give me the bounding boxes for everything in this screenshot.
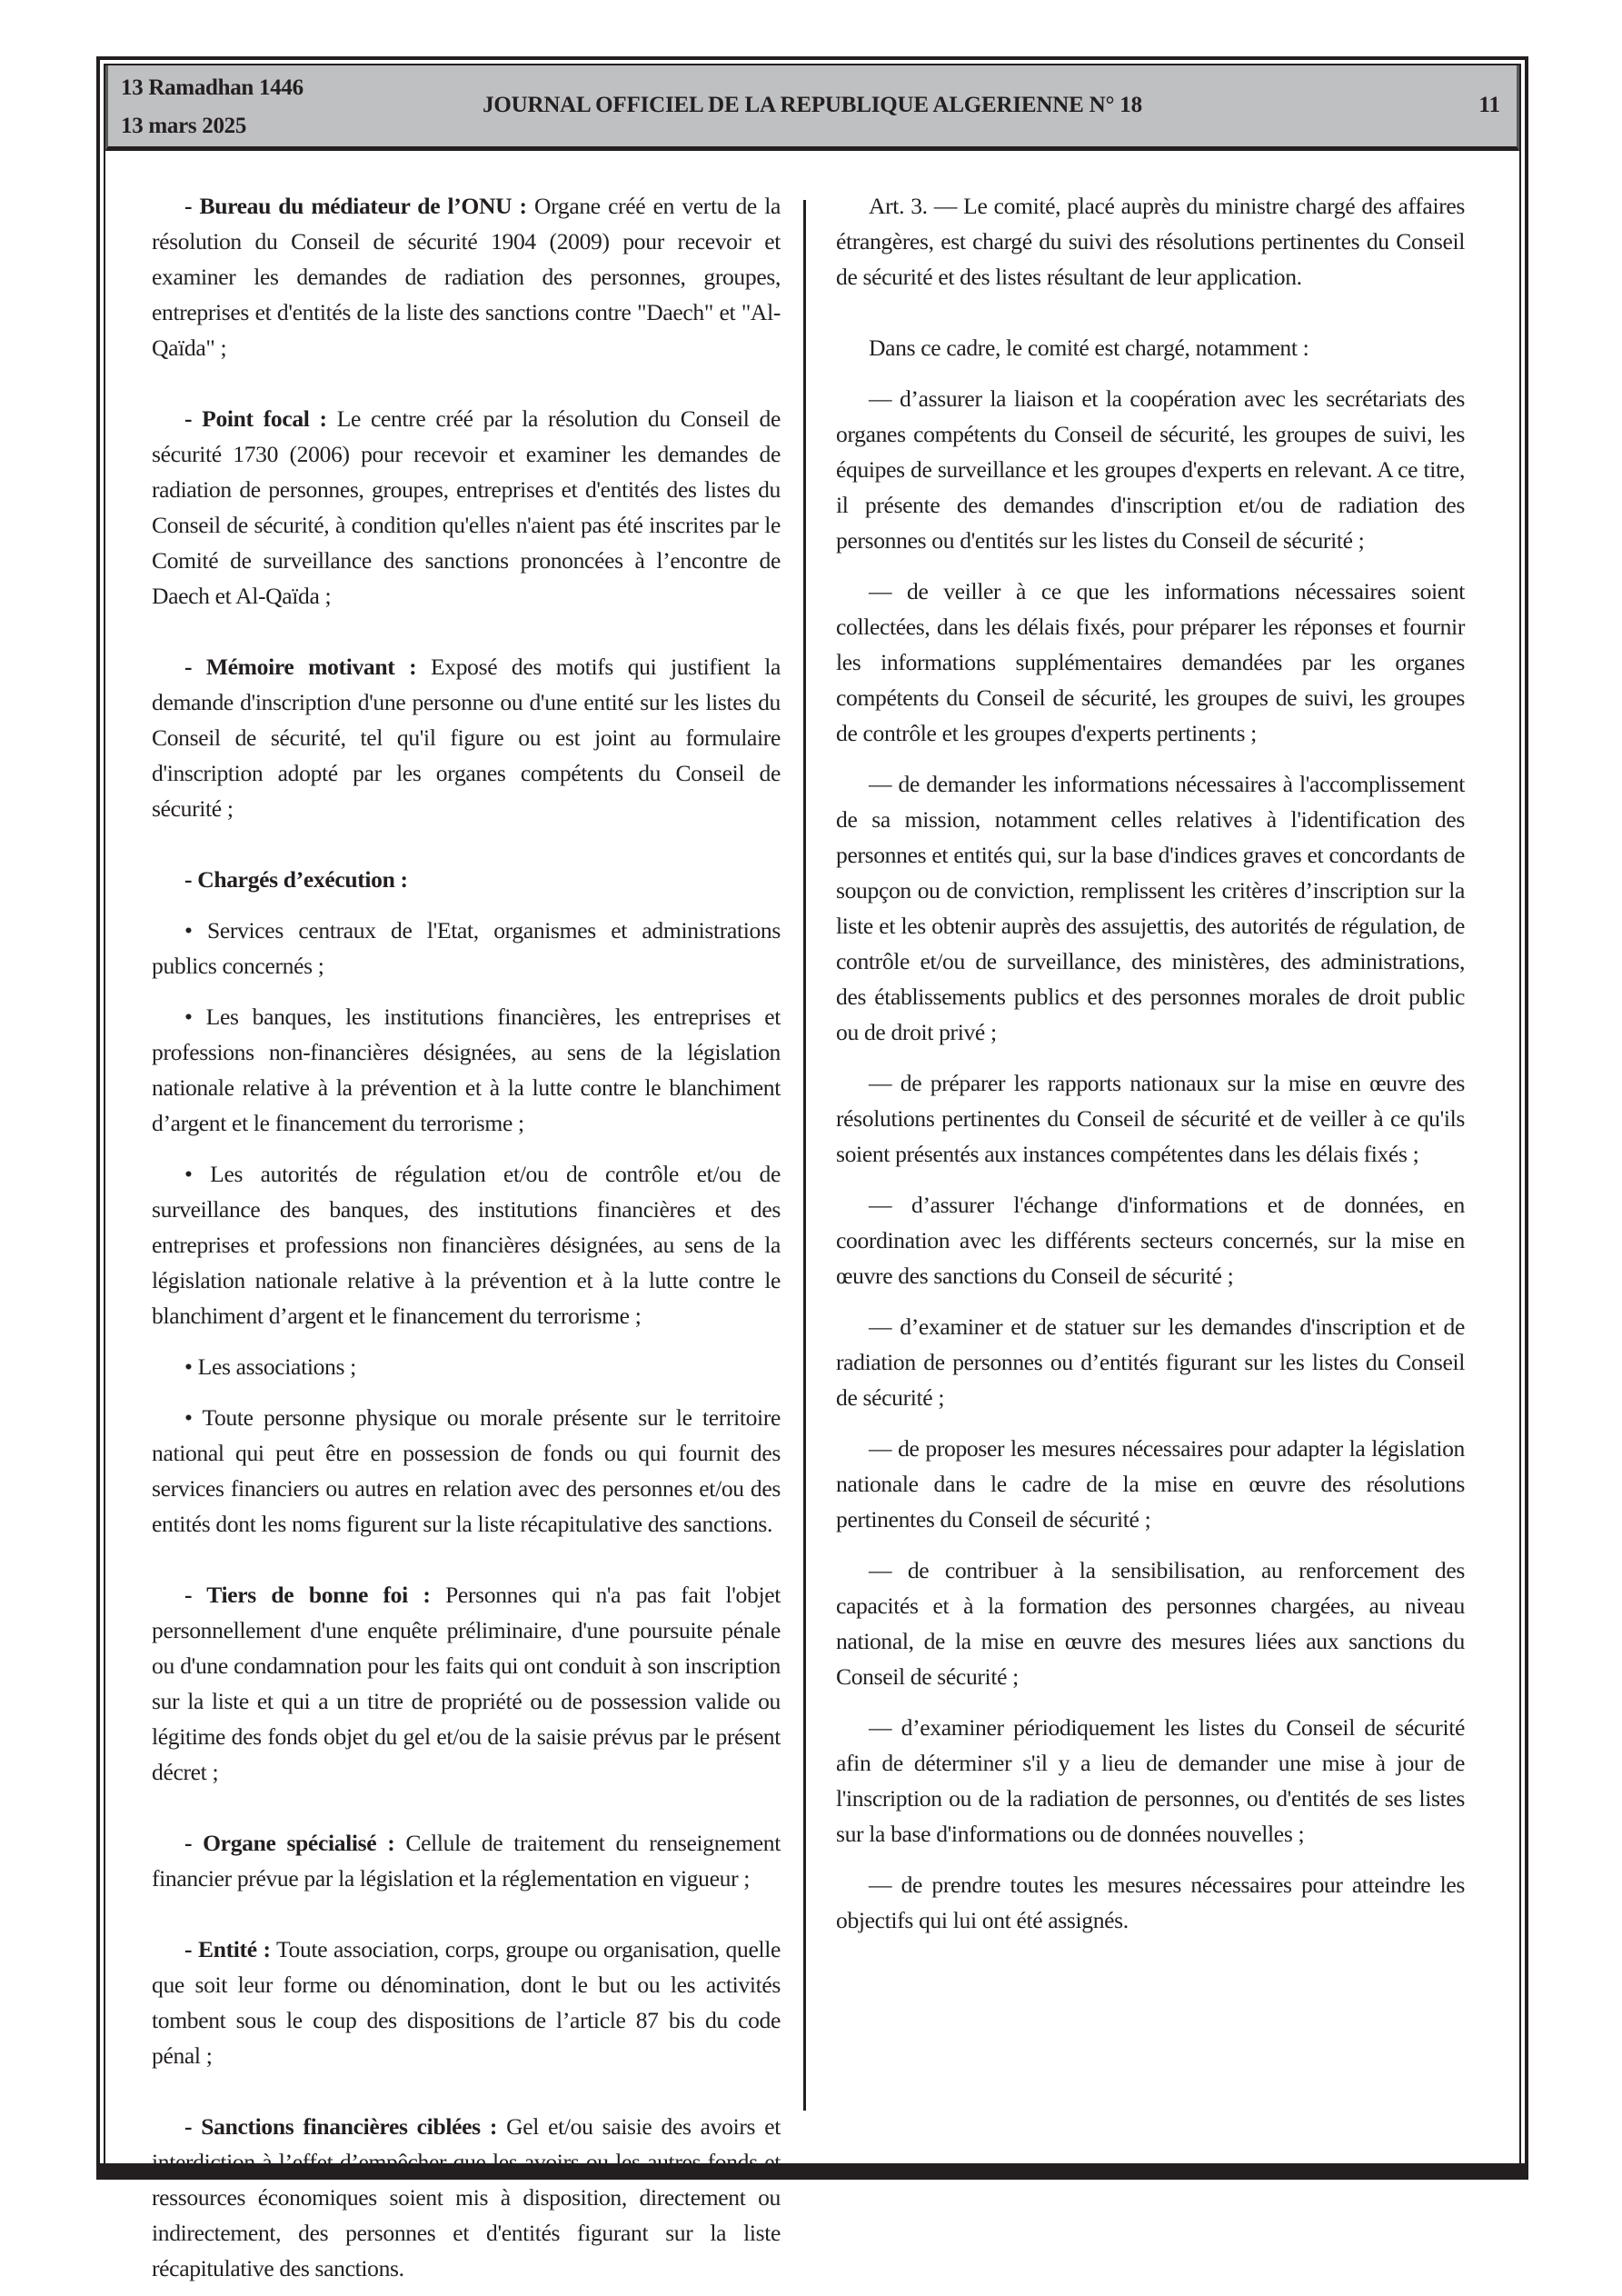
bullet-item (152, 1400, 781, 1542)
definition-memoire-motivant (152, 649, 781, 826)
duty-item: — de contribuer à la sensibilisation, au renforcement des capacités et à la formation des personnes chargées, au niveau national, de la mise en œuvre des mesures liées aux sanctions du Conseil de sécurité ; (836, 1557, 1465, 1690)
duty-item: — de proposer les mesures nécessaires pour adapter la législation nationale dans le cadre de la mise en œuvre des résolutions pertinentes du Conseil de sécurité ; (836, 1435, 1465, 1532)
bullet-item (152, 1156, 781, 1333)
definition-point-focal (152, 401, 781, 614)
term: - Point focal : (184, 405, 327, 432)
definition-text: Organe créé en vertu de la résolution du Conseil de sécurité 1904 (2009) pour recevoir et examiner les demandes de radiation des personnes, groupes, entreprises et d'entités de la liste des sanctions contre "Daech" et "Al-Qaïda" ; (152, 193, 781, 361)
definition-mediateur (152, 188, 781, 365)
definition-entite (152, 1932, 781, 2073)
term: - Bureau du médiateur de l’ONU : (184, 193, 527, 219)
right-column (836, 173, 1465, 1938)
hijri-date: 13 Ramadhan 1446 (121, 75, 304, 100)
bullet-text: • Les banques, les institutions financières, les entreprises et professions non-financières désignées, au sens de la législation nationale relative à la prévention et à la lutte contre le blanchiment d’argent et le financement du terrorisme ; (152, 1003, 781, 1136)
definition-text: Le centre créé par la résolution du Conseil de sécurité 1730 (2006) pour recevoir et examiner les demandes de radiation de personnes, groupes, entreprises et d'entités des listes du Conseil de sécurité, à condition qu'elles n'aient pas été inscrites par le Comité de surveillance des sanctions prononcées à l’encontre de Daech et Al-Qaïda ; (152, 405, 781, 609)
column-divider (803, 200, 806, 2111)
term: - Mémoire motivant : (184, 654, 417, 680)
definition-text: Exposé des motifs qui justifient la demande d'inscription d'une personne ou d'une entité sur les listes du Conseil de sécurité, tel qu'il figure ou est joint au formulaire d'inscription adopté par les organes compétents du Conseil de sécurité ; (152, 654, 781, 822)
definition-charges-execution (152, 862, 781, 897)
page-number: 11 (1478, 93, 1500, 117)
duty-item: — de demander les informations nécessaires à l'accomplissement de sa mission, notamment celles relatives à l'identification des personnes et entités qui, sur la base d'indices graves et concordants de soupçon ou de conviction, remplissent les critères d’inscription sur la liste et les obtenir auprès des assujettis, des autorités de régulation, de contrôle et/ou de surveillance, des ministères, des administrations, des établissements publics et des personnes morales de droit public ou de droit privé ; (836, 771, 1465, 1045)
definition-text: Gel et/ou saisie des avoirs et interdiction à l’effet d’empêcher que les avoirs ou les autres fonds et ressources économiques soient mis à disposition, directement ou indirectement, des personnes et d'entités figurant sur la liste récapitulative des sanctions. (152, 2113, 781, 2281)
duty-item: — d’examiner et de statuer sur les demandes d'inscription et de radiation de personnes ou d’entités figurant sur les listes du Conseil de sécurité ; (836, 1313, 1465, 1411)
duty-item: — d’assurer la liaison et la coopération avec les secrétariats des organes compétents du Conseil de sécurité, les groupes de suivi, les équipes de surveillance et les groupes d'experts en relevant. A ce titre, il présente des demandes d'inscription et/ou de radiation des personnes ou d'entités sur les listes du Conseil de sécurité ; (836, 385, 1465, 554)
definition-text: Cellule de traitement du renseignement financier prévue par la législation et la réglementation en vigueur ; (152, 1830, 781, 1892)
term: - Sanctions financières ciblées : (184, 2113, 497, 2140)
duty-item: — d’assurer l'échange d'informations et de données, en coordination avec les différents secteurs concernés, sur la mise en œuvre des sanctions du Conseil de sécurité ; (836, 1192, 1465, 1289)
definition-text: Toute association, corps, groupe ou organisation, quelle que soit leur forme ou dénomination, dont le but ou les activités tombent sous le coup des dispositions de l’article 87 bis du code pénal ; (152, 1936, 781, 2069)
duty-item: — de préparer les rapports nationaux sur la mise en œuvre des résolutions pertinentes du Conseil de sécurité et de veiller à ce qu'ils soient présentés aux instances compétentes dans les délais fixés ; (836, 1070, 1465, 1167)
duty-item: — d’examiner périodiquement les listes du Conseil de sécurité afin de déterminer s'il y a lieu de demander une mise à jour de l'inscription ou de la radiation de personnes, ou d'entités de ses listes sur la base d'informations ou de données nouvelles ; (836, 1714, 1465, 1847)
bullet-text: • Les autorités de régulation et/ou de contrôle et/ou de surveillance des banques, des institutions financières et des entreprises et professions non financières désignées, au sens de la législation nationale relative à la prévention et à la lutte contre le blanchiment d’argent et le financement du terrorisme ; (152, 1161, 781, 1329)
definition-sanctions-financieres (152, 2109, 781, 2286)
page-header (105, 65, 1519, 151)
term: - Entité : (184, 1936, 271, 1962)
bullet-item (152, 1349, 781, 1384)
term: - Chargés d’exécution : (184, 866, 408, 893)
gregorian-date: 13 mars 2025 (121, 114, 247, 138)
bullet-item (152, 913, 781, 983)
article-3-paragraph: Art. 3. — Le comité, placé auprès du ministre chargé des affaires étrangères, est chargé du suivi des résolutions pertinentes du Conseil de sécurité et des listes résultant de leur application. (836, 193, 1465, 290)
term: - Tiers de bonne foi : (184, 1582, 431, 1608)
definition-text: Personnes qui n'a pas fait l'objet personnellement d'une enquête préliminaire, d'une poursuite pénale ou d'une condamnation pour les faits qui ont conduit à son inscription sur la liste et qui a un titre de propriété ou de possession valide ou légitime des fonds objet du gel et/ou de la saisie prévus par le présent décret ; (152, 1582, 781, 1785)
definition-organe-specialise (152, 1825, 781, 1896)
bullet-text: • Services centraux de l'Etat, organismes et administrations publics concernés ; (152, 917, 781, 979)
journal-title: JOURNAL OFFICIEL DE LA REPUBLIQUE ALGERIENNE N° 18 (483, 93, 1142, 117)
definition-tiers-bonne-foi (152, 1577, 781, 1790)
term: - Organe spécialisé : (184, 1830, 395, 1856)
left-column (152, 173, 781, 2286)
article-intro: Dans ce cadre, le comité est chargé, notamment : (869, 334, 1309, 361)
duty-item: — de prendre toutes les mesures nécessaires pour atteindre les objectifs qui lui ont été assignés. (836, 1872, 1465, 1933)
bullet-text: • Toute personne physique ou morale présente sur le territoire national qui peut être en possession de fonds ou qui fournit des services financiers ou autres en relation avec des personnes et/ou des entités dont les noms figurent sur la liste récapitulative des sanctions. (152, 1404, 781, 1537)
duty-item: — de veiller à ce que les informations nécessaires soient collectées, dans les délais fixés, pour préparer les réponses et fournir les informations supplémentaires demandées par les organes compétents du Conseil de sécurité, les groupes de suivi, les groupes de contrôle et les groupes d'experts pertinents ; (836, 578, 1465, 746)
bullet-text: • Les associations ; (184, 1353, 356, 1380)
bullet-item (152, 999, 781, 1141)
